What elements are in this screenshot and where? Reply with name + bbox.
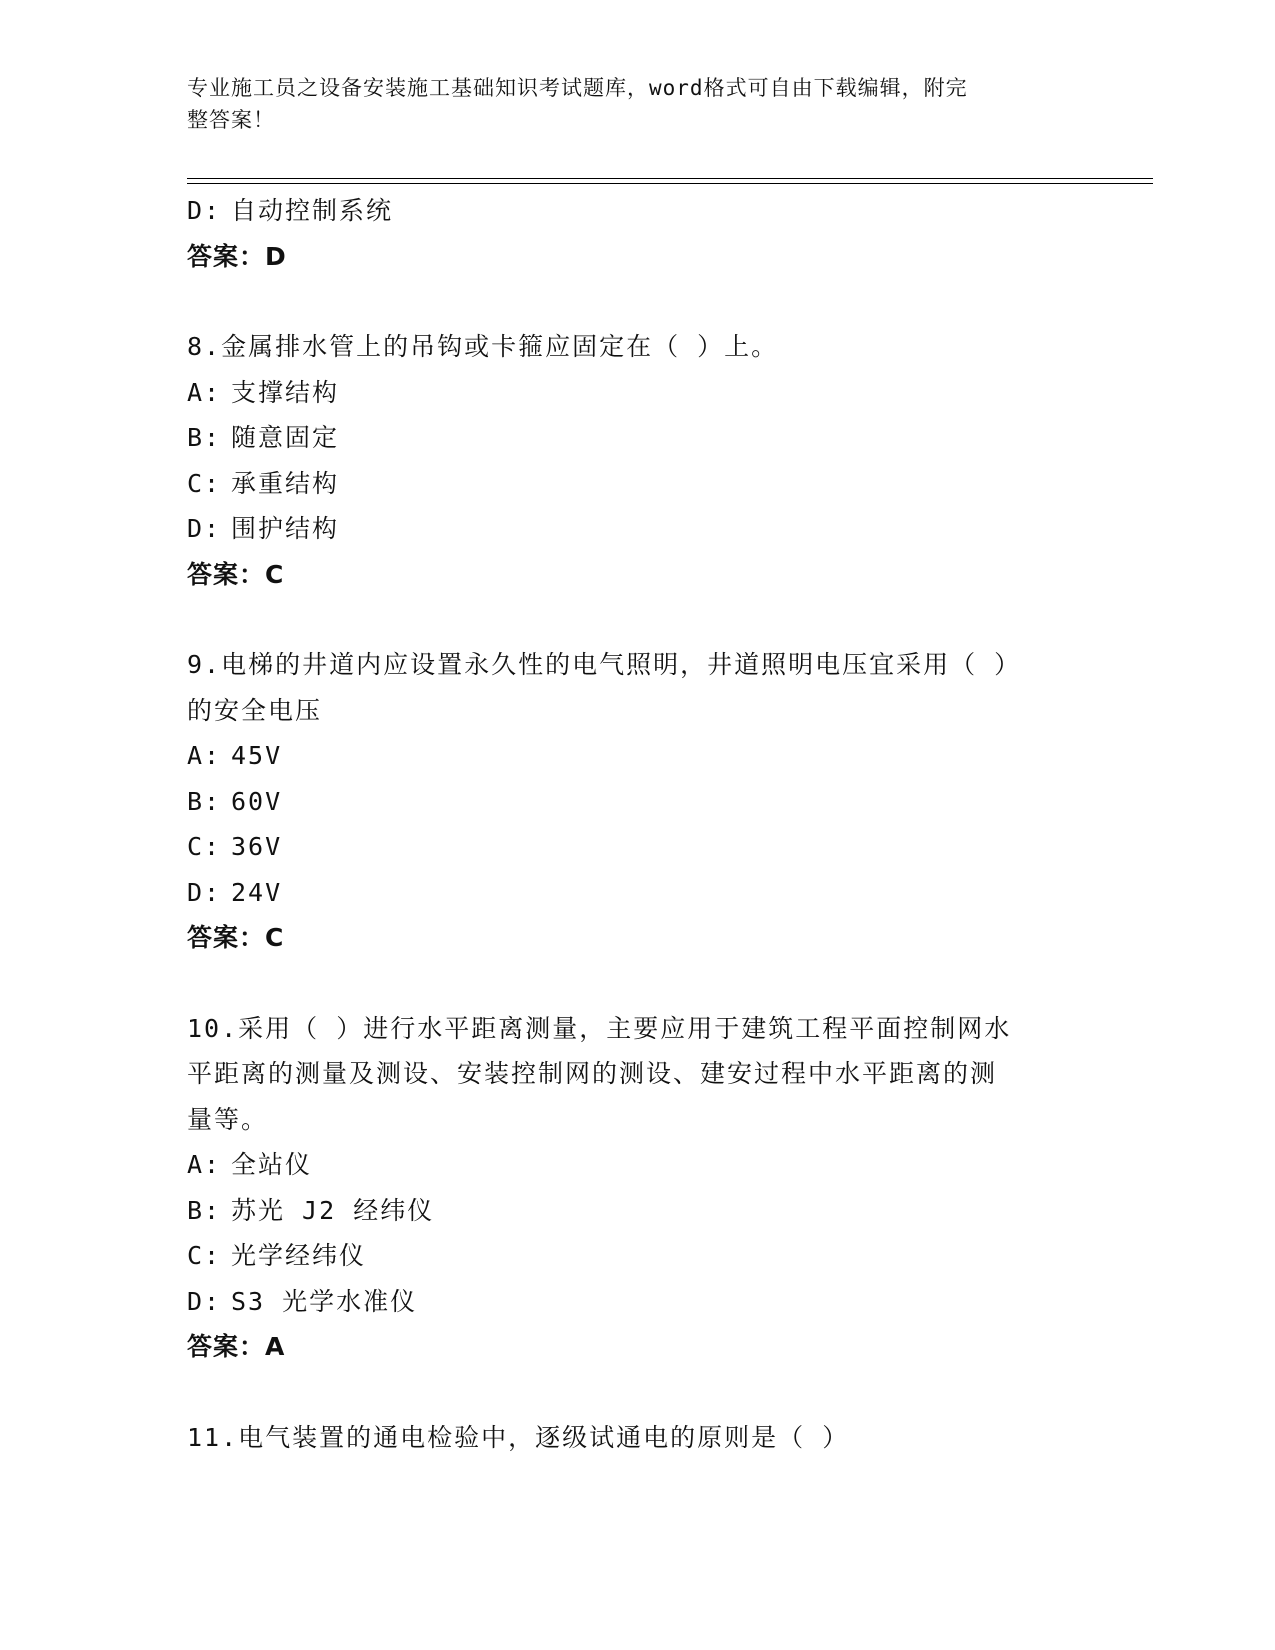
spacer [187,1370,1067,1415]
option-d [187,1279,1067,1325]
option-text: 承重结构 [231,468,340,498]
option-key: D: [187,514,222,543]
option-text: 随意固定 [231,423,340,452]
option-key: C: [187,832,222,861]
option-b [187,415,1067,461]
option-c [187,461,1067,507]
option-d [187,188,1067,234]
option-d [187,506,1067,552]
option-text: 45V [231,741,283,770]
answer-line: 答案：D [187,241,287,271]
question-10-text [187,1006,1067,1052]
question-number: 8. [187,332,222,361]
option-text: 全站仪 [231,1150,313,1179]
option-key: C: [187,468,222,498]
option-a [187,1142,1067,1188]
answer-line: 答案：C [187,923,285,952]
option-b [187,1188,1067,1234]
option-text: 自动控制系统 [231,196,394,225]
answer-line: 答案：A [187,1332,286,1361]
question-stem-line-1: 电梯的井道内应设置永久性的电气照明，井道照明电压宜采用（ ） [221,650,1022,679]
option-text: S3 光学水准仪 [231,1286,418,1316]
question-stem-line-1: 采用（ ）进行水平距离测量，主要应用于建筑工程平面控制网水 [238,1013,1012,1043]
question-number: 9. [187,650,222,679]
spacer [187,279,1067,324]
option-text: 36V [231,832,283,861]
option-d [187,870,1067,916]
option-key: D: [187,196,222,225]
option-a [187,370,1067,416]
option-b [187,779,1067,825]
question-9-text [187,642,1067,688]
option-text: 支撑结构 [231,377,340,407]
option-key: D: [187,1286,222,1316]
header-line-2: 整答案！ [187,108,275,132]
option-key: A: [187,741,222,770]
option-text: 围护结构 [231,514,340,543]
question-number: 10. [187,1013,239,1043]
option-key: D: [187,877,222,907]
option-key: C: [187,1241,222,1270]
question-content [187,188,1067,1460]
question-11-text [187,1415,1067,1461]
option-key: A: [187,1150,222,1179]
option-key: A: [187,377,222,407]
option-c [187,1233,1067,1279]
option-c [187,824,1067,870]
option-a [187,733,1067,779]
header-divider-top [187,178,1153,179]
option-text: 60V [231,786,283,816]
question-8-text [187,324,1067,370]
option-key: B: [187,786,222,816]
answer-line: 答案：C [187,559,285,589]
option-key: B: [187,423,222,452]
question-stem-line-2: 平距离的测量及测设、安装控制网的测设、建安过程中水平距离的测 [187,1059,998,1088]
question-stem-line-3: 量等。 [187,1104,269,1134]
header-line-1: 专业施工员之设备安装施工基础知识考试题库，word格式可自由下载编辑，附完 [187,76,968,100]
option-key: B: [187,1195,222,1225]
spacer [187,597,1067,642]
header-divider-bottom [187,183,1153,184]
option-text: 24V [231,877,283,907]
question-stem: 金属排水管上的吊钩或卡箍应固定在（ ）上。 [221,332,779,361]
option-text: 苏光 J2 经纬仪 [231,1195,435,1225]
question-number: 11. [187,1422,239,1452]
spacer [187,961,1067,1006]
page-header [187,72,1067,136]
option-text: 光学经纬仪 [231,1241,367,1270]
question-stem-line-2: 的安全电压 [187,695,323,725]
question-stem: 电气装置的通电检验中，逐级试通电的原则是（ ） [238,1422,850,1452]
